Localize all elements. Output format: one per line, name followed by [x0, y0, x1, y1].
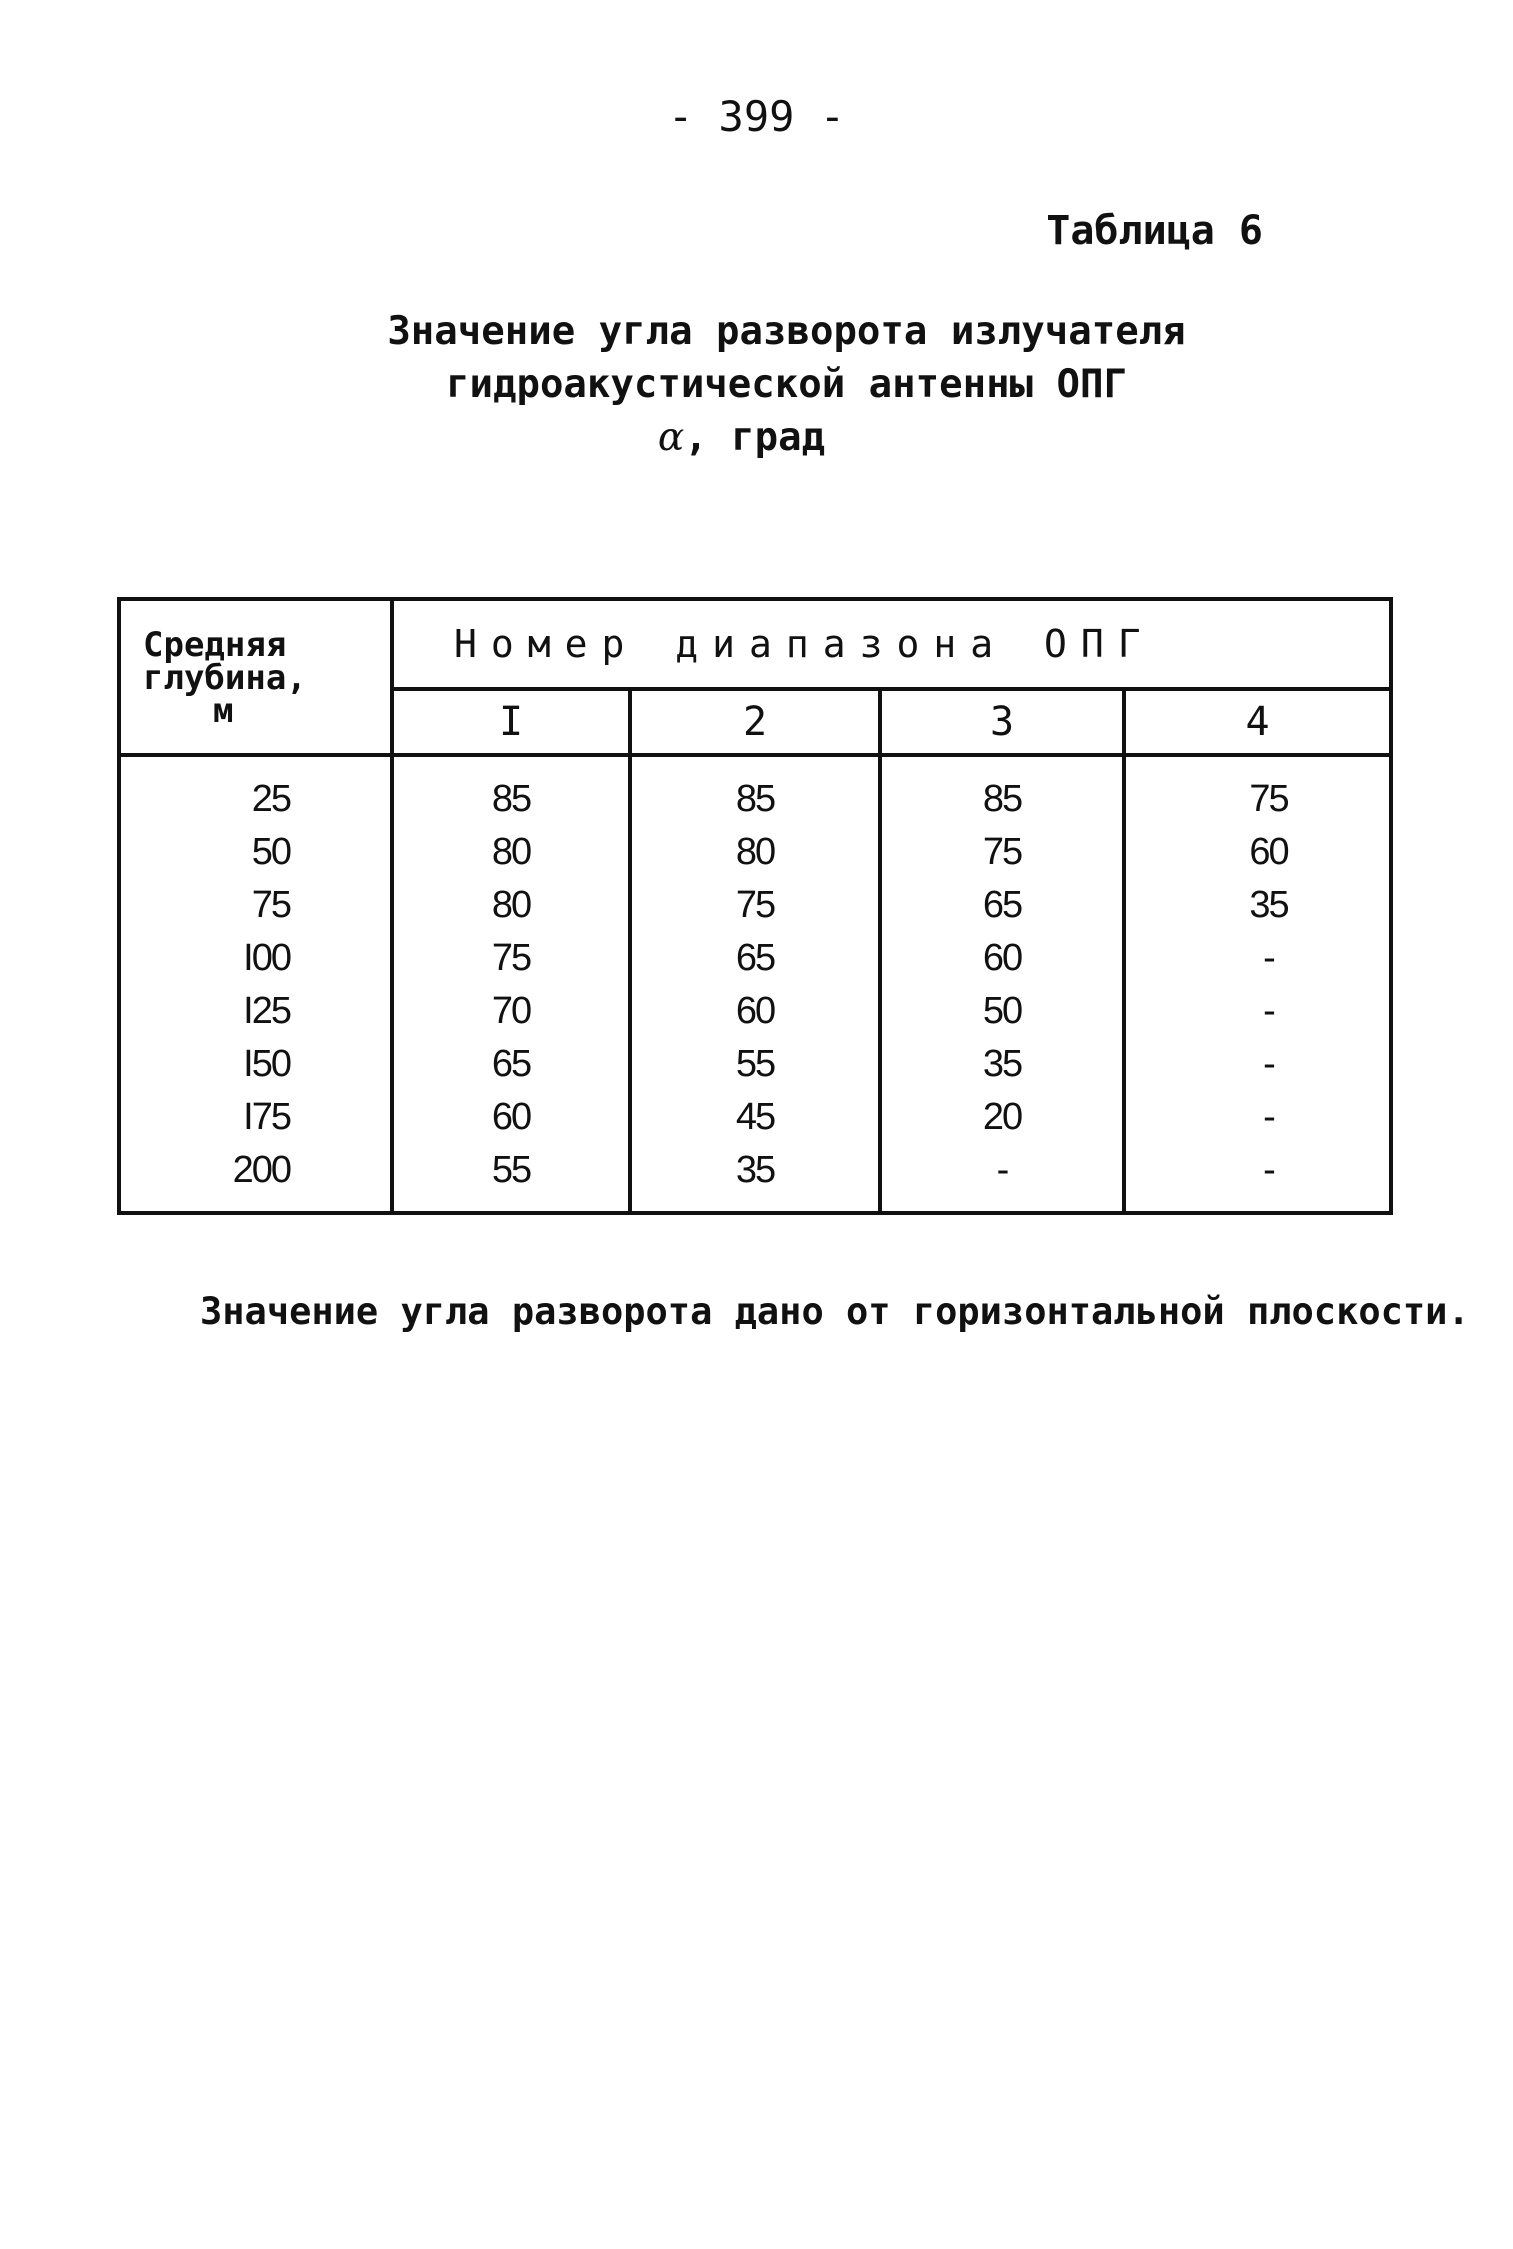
depth-header-line-2: глубина,	[143, 658, 307, 698]
angle-cell: 80	[630, 826, 880, 879]
table-row	[119, 985, 1391, 1038]
table-row	[119, 1038, 1391, 1091]
angle-cell: -	[1124, 932, 1391, 985]
angle-table-container	[117, 597, 1389, 1215]
angle-cell: 50	[880, 985, 1124, 1038]
angle-cell: 75	[630, 879, 880, 932]
depth-cell: 200	[119, 1144, 392, 1197]
page-number: - 399 -	[667, 92, 845, 141]
angle-cell: 20	[880, 1091, 1124, 1144]
angle-cell: 60	[392, 1091, 630, 1144]
range-header-3: 3	[880, 689, 1124, 755]
angle-cell: 65	[880, 879, 1124, 932]
angle-cell: 80	[392, 879, 630, 932]
angle-table	[117, 597, 1393, 1215]
title-line-2: гидроакустической антенны ОПГ	[446, 362, 1127, 407]
depth-header-line-1: Средняя	[143, 625, 287, 665]
table-row	[119, 932, 1391, 985]
angle-cell: 70	[392, 985, 630, 1038]
depth-cell: I50	[119, 1038, 392, 1091]
angle-cell: 35	[1124, 879, 1391, 932]
angle-cell: 75	[392, 932, 630, 985]
table-row	[119, 826, 1391, 879]
angle-cell: 60	[1124, 826, 1391, 879]
angle-cell: 75	[880, 826, 1124, 879]
range-header-4: 4	[1124, 689, 1391, 755]
range-group-header: Номер диапазона ОПГ	[392, 599, 1391, 689]
title-line-3	[0, 411, 1513, 464]
angle-cell: 55	[630, 1038, 880, 1091]
table-label: Таблица 6	[1046, 208, 1263, 254]
footnote: Значение угла разворота дано от горизонтальной плоскости.	[200, 1290, 1470, 1333]
angle-cell: 80	[392, 826, 630, 879]
angle-cell: -	[880, 1144, 1124, 1197]
angle-cell: 45	[630, 1091, 880, 1144]
angle-cell: 65	[630, 932, 880, 985]
angle-cell: -	[1124, 1038, 1391, 1091]
angle-cell: -	[1124, 1091, 1391, 1144]
table-row	[119, 773, 1391, 826]
depth-cell: 25	[119, 773, 392, 826]
depth-cell: 50	[119, 826, 392, 879]
table-row	[119, 1091, 1391, 1144]
table-title	[0, 305, 1513, 464]
title-unit: , град	[684, 415, 826, 460]
angle-cell: -	[1124, 1144, 1391, 1197]
angle-cell: 60	[630, 985, 880, 1038]
angle-cell: 85	[392, 773, 630, 826]
angle-cell: 35	[880, 1038, 1124, 1091]
table-row	[119, 1144, 1391, 1197]
angle-cell: 85	[880, 773, 1124, 826]
angle-cell: -	[1124, 985, 1391, 1038]
angle-cell: 65	[392, 1038, 630, 1091]
depth-cell: I75	[119, 1091, 392, 1144]
angle-cell: 85	[630, 773, 880, 826]
angle-cell: 75	[1124, 773, 1391, 826]
angle-cell: 60	[880, 932, 1124, 985]
depth-column-header	[119, 599, 392, 755]
range-header-1: I	[392, 689, 630, 755]
table-row	[119, 879, 1391, 932]
alpha-symbol: α	[657, 415, 685, 460]
angle-cell: 55	[392, 1144, 630, 1197]
depth-cell: I00	[119, 932, 392, 985]
depth-cell: I25	[119, 985, 392, 1038]
depth-cell: 75	[119, 879, 392, 932]
angle-cell: 35	[630, 1144, 880, 1197]
title-line-1: Значение угла разворота излучателя	[387, 309, 1186, 354]
depth-header-unit: м	[213, 691, 234, 731]
range-header-2: 2	[630, 689, 880, 755]
